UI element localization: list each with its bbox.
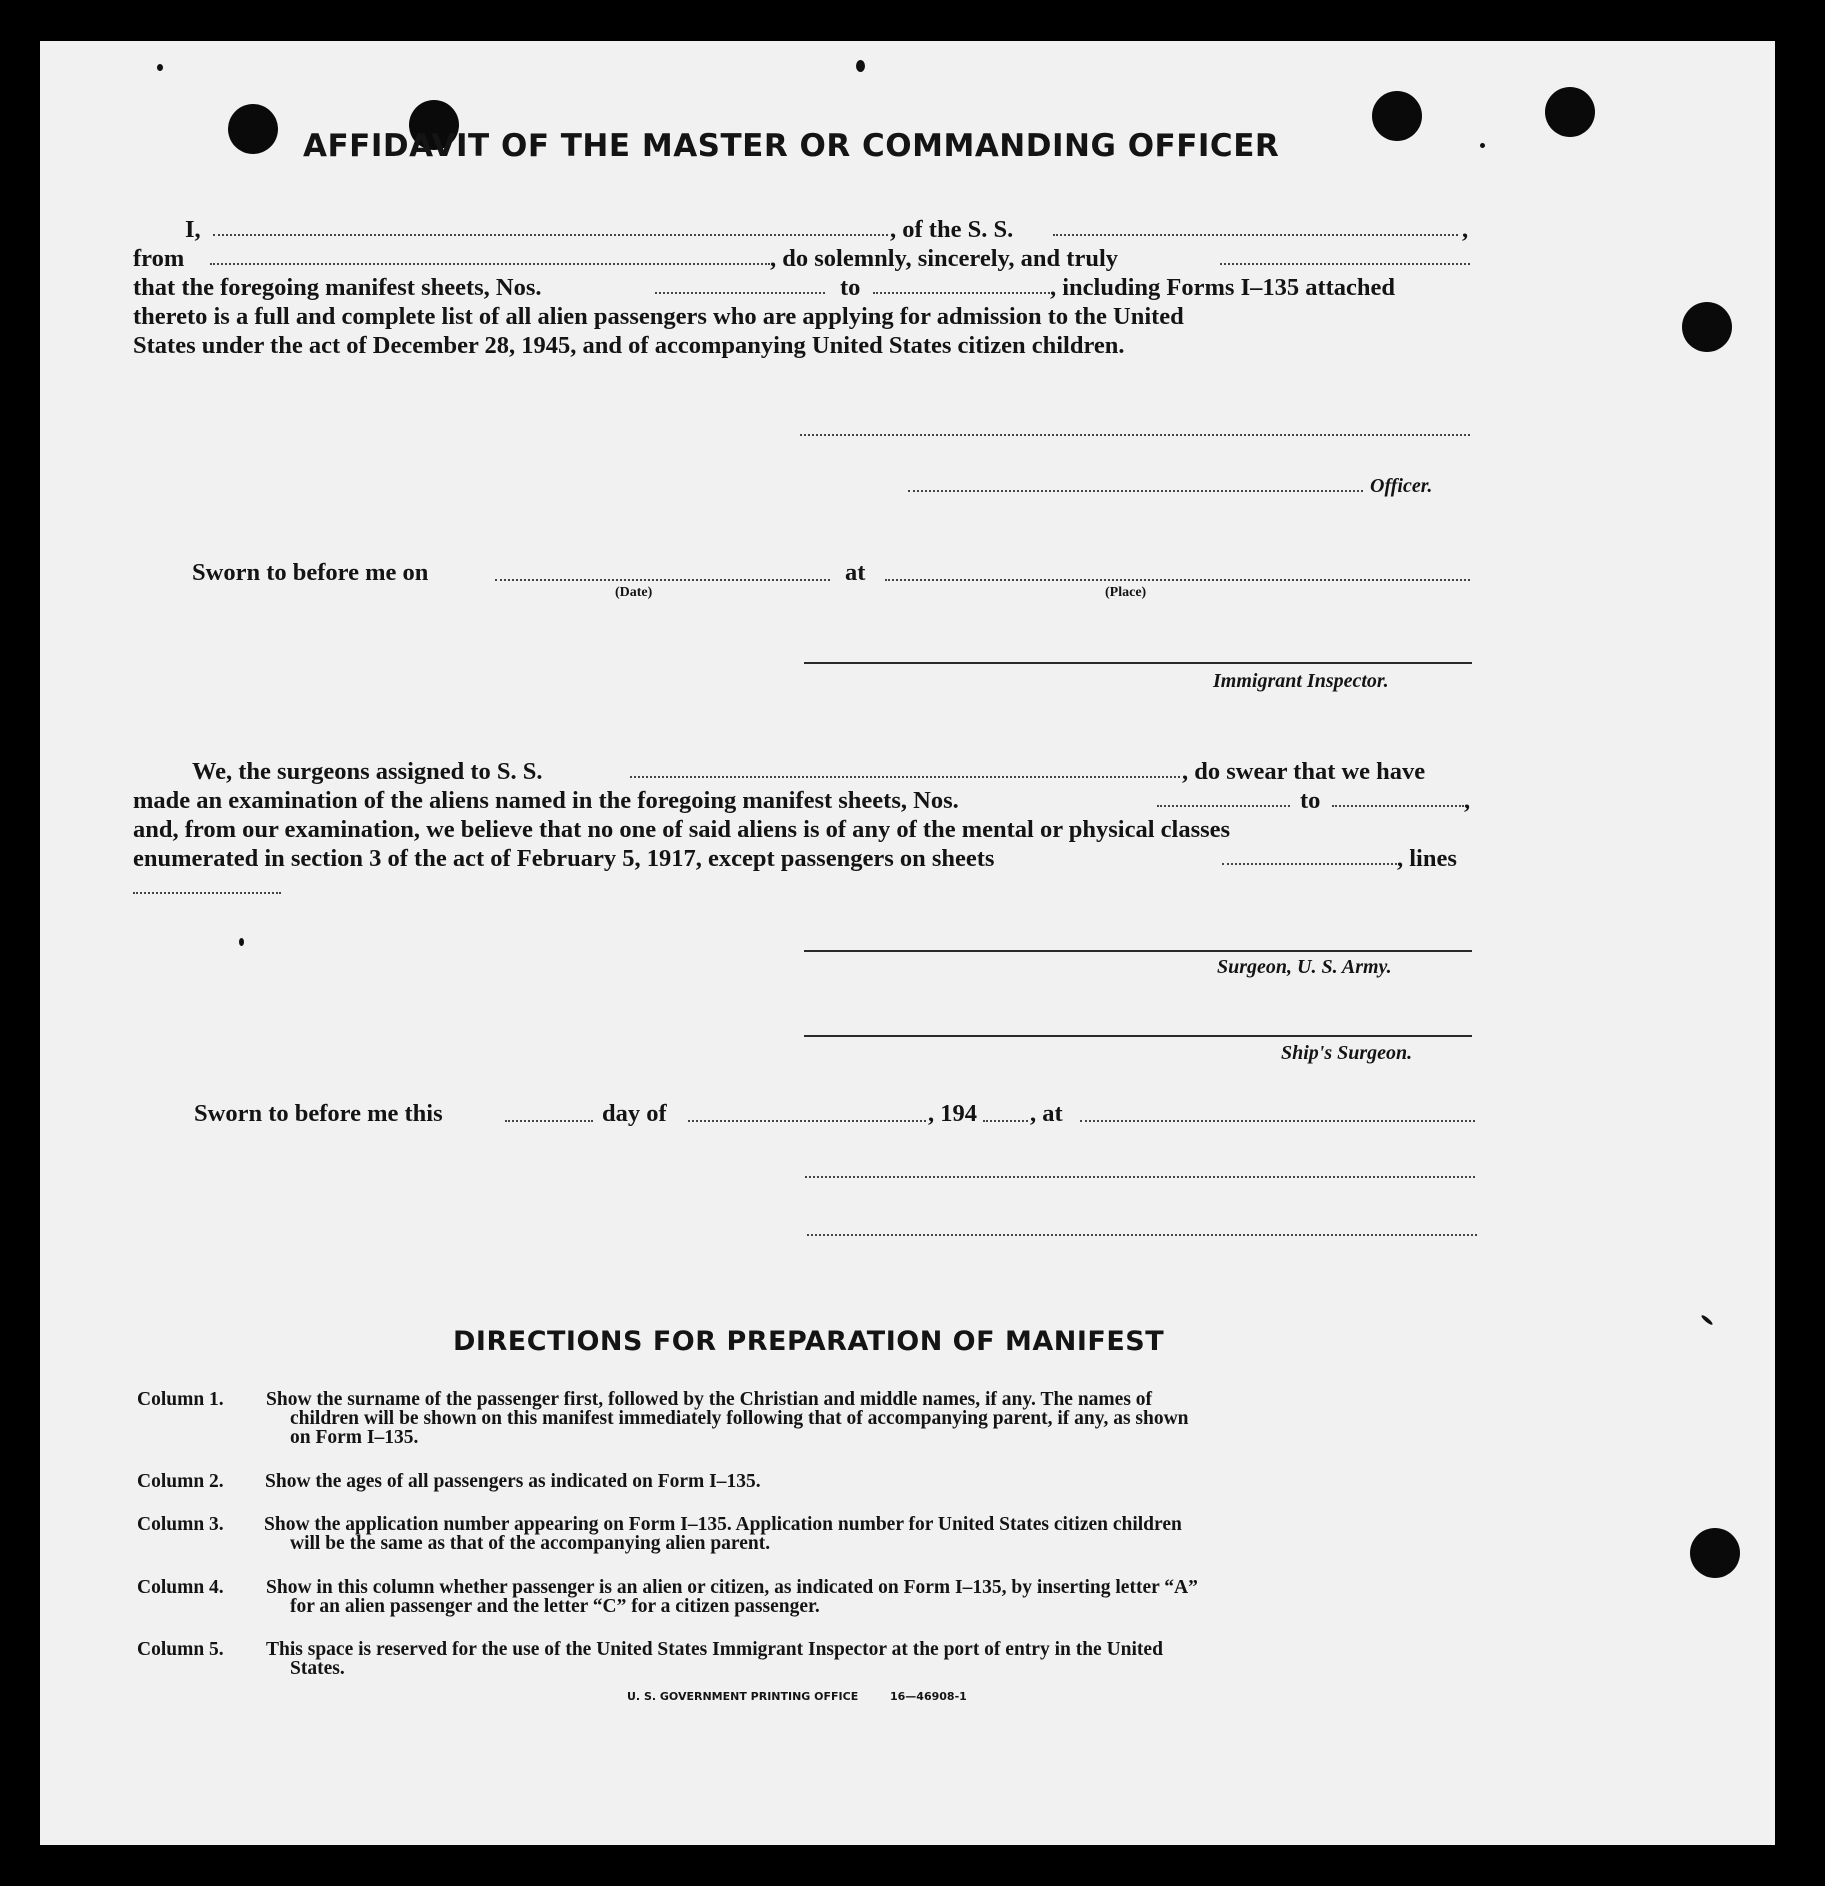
sworn-on-text: Sworn to before me on bbox=[192, 559, 429, 586]
punch-hole bbox=[1682, 302, 1732, 352]
direction-line: children will be shown on this manifest immediately following that of accompanying parent, if any, as shown bbox=[290, 1408, 1189, 1429]
at2-text: , at bbox=[1030, 1100, 1063, 1127]
sworn-month-field[interactable] bbox=[688, 1120, 926, 1122]
printing-office-imprint: U. S. GOVERNMENT PRINTING OFFICE bbox=[627, 1690, 859, 1703]
direction-line: on Form I–135. bbox=[290, 1427, 419, 1448]
manifest-nos-text: that the foregoing manifest sheets, Nos. bbox=[133, 274, 542, 301]
surgeons-ship-field[interactable] bbox=[630, 776, 1180, 778]
sworn-place2-field[interactable] bbox=[1080, 1120, 1475, 1122]
surgeons-line4: enumerated in section 3 of the act of February 5, 1917, except passengers on sheets bbox=[133, 845, 995, 872]
lines-text: , lines bbox=[1397, 845, 1457, 872]
punch-hole bbox=[1372, 91, 1422, 141]
direction-line: for an alien passenger and the letter “C” for a citizen passenger. bbox=[290, 1596, 820, 1617]
form-code: 16—46908-1 bbox=[890, 1690, 967, 1703]
column-label: Column 1. bbox=[137, 1389, 224, 1410]
sworn2-title-line[interactable] bbox=[807, 1234, 1477, 1236]
ink-speck bbox=[1480, 143, 1485, 148]
to-text: to bbox=[840, 274, 861, 301]
sheet-to-field[interactable] bbox=[873, 292, 1050, 294]
year-text: , 194 bbox=[928, 1100, 977, 1127]
surgeons-line1: We, the surgeons assigned to S. S. bbox=[192, 758, 543, 785]
direction-line: Show the ages of all passengers as indicated on Form I–135. bbox=[265, 1471, 761, 1492]
exam-sheet-to-field[interactable] bbox=[1332, 805, 1464, 807]
affidavit-line4: thereto is a full and complete list of all alien passengers who are applying for admission to the United bbox=[133, 303, 1184, 330]
column-label: Column 5. bbox=[137, 1639, 224, 1660]
oath-field[interactable] bbox=[1220, 263, 1470, 265]
page-title: AFFIDAVIT OF THE MASTER OR COMMANDING OFFICER bbox=[303, 128, 1280, 164]
direction-line: will be the same as that of the accompanying alien parent. bbox=[290, 1533, 771, 1554]
ink-speck bbox=[157, 64, 163, 71]
date-label: (Date) bbox=[615, 585, 653, 600]
comma: , bbox=[1462, 216, 1469, 243]
punch-hole bbox=[1690, 1528, 1740, 1578]
army-surgeon-label: Surgeon, U. S. Army. bbox=[1217, 956, 1392, 978]
ship-name-field[interactable] bbox=[1053, 234, 1458, 236]
exam-to-text: to bbox=[1300, 787, 1321, 814]
direction-line: Show the application number appearing on Form I–135. Application number for United States citizen children bbox=[264, 1514, 1182, 1535]
direction-line: Show in this column whether passenger is an alien or citizen, as indicated on Form I–135, by inserting letter “A” bbox=[266, 1577, 1198, 1598]
sworn-year-field[interactable] bbox=[983, 1120, 1028, 1122]
swear-text: , do swear that we have bbox=[1182, 758, 1426, 785]
punch-hole bbox=[228, 104, 278, 154]
ships-surgeon-label: Ship's Surgeon. bbox=[1281, 1042, 1413, 1064]
except-sheets-field[interactable] bbox=[1222, 863, 1397, 865]
surgeons-line3: and, from our examination, we believe that no one of said aliens is of any of the mental or physical classes bbox=[133, 816, 1231, 843]
inspector-label: Immigrant Inspector. bbox=[1213, 670, 1389, 692]
inspector-signature-line[interactable] bbox=[804, 662, 1472, 664]
sworn2-signature-line[interactable] bbox=[805, 1176, 1475, 1178]
affidavit-line5: States under the act of December 28, 1945, and of accompanying United States citizen children. bbox=[133, 332, 1125, 359]
ink-speck bbox=[239, 938, 244, 946]
except-lines-field[interactable] bbox=[133, 892, 281, 894]
punch-hole bbox=[1545, 87, 1595, 137]
direction-line: States. bbox=[290, 1658, 345, 1679]
master-name-field[interactable] bbox=[213, 234, 888, 236]
column-label: Column 4. bbox=[137, 1577, 224, 1598]
direction-line: Show the surname of the passenger first, followed by the Christian and middle names, if any. The names of bbox=[266, 1389, 1153, 1410]
surgeons-line2: made an examination of the aliens named in the foregoing manifest sheets, Nos. bbox=[133, 787, 959, 814]
column-label: Column 3. bbox=[137, 1514, 224, 1535]
at-text: at bbox=[845, 559, 866, 586]
of-ship-text: , of the S. S. bbox=[890, 216, 1014, 243]
exam-comma: , bbox=[1464, 787, 1471, 814]
solemnly-text: , do solemnly, sincerely, and truly bbox=[770, 245, 1119, 272]
direction-line: This space is reserved for the use of the United States Immigrant Inspector at the port of entry in the United bbox=[266, 1639, 1163, 1660]
army-surgeon-signature-line[interactable] bbox=[804, 950, 1472, 952]
officer-title-line[interactable] bbox=[908, 490, 1363, 492]
officer-signature-line[interactable] bbox=[800, 434, 1470, 436]
officer-label: Officer. bbox=[1370, 475, 1433, 497]
from-text: from bbox=[133, 245, 185, 272]
ink-speck bbox=[856, 60, 865, 72]
exam-sheet-from-field[interactable] bbox=[1157, 805, 1290, 807]
sworn-this-text: Sworn to before me this bbox=[194, 1100, 443, 1127]
sworn-day-field[interactable] bbox=[505, 1120, 593, 1122]
sworn-place-field[interactable] bbox=[885, 579, 1470, 581]
forms-attached-text: , including Forms I–135 attached bbox=[1050, 274, 1396, 301]
sheet-from-field[interactable] bbox=[655, 292, 825, 294]
directions-title: DIRECTIONS FOR PREPARATION OF MANIFEST bbox=[453, 1326, 1165, 1357]
sworn-date-field[interactable] bbox=[495, 579, 830, 581]
place-label: (Place) bbox=[1105, 585, 1147, 600]
column-label: Column 2. bbox=[137, 1471, 224, 1492]
from-port-field[interactable] bbox=[210, 263, 770, 265]
ships-surgeon-signature-line[interactable] bbox=[804, 1035, 1472, 1037]
day-of-text: day of bbox=[602, 1100, 667, 1127]
affidavit-i: I, bbox=[185, 216, 201, 243]
